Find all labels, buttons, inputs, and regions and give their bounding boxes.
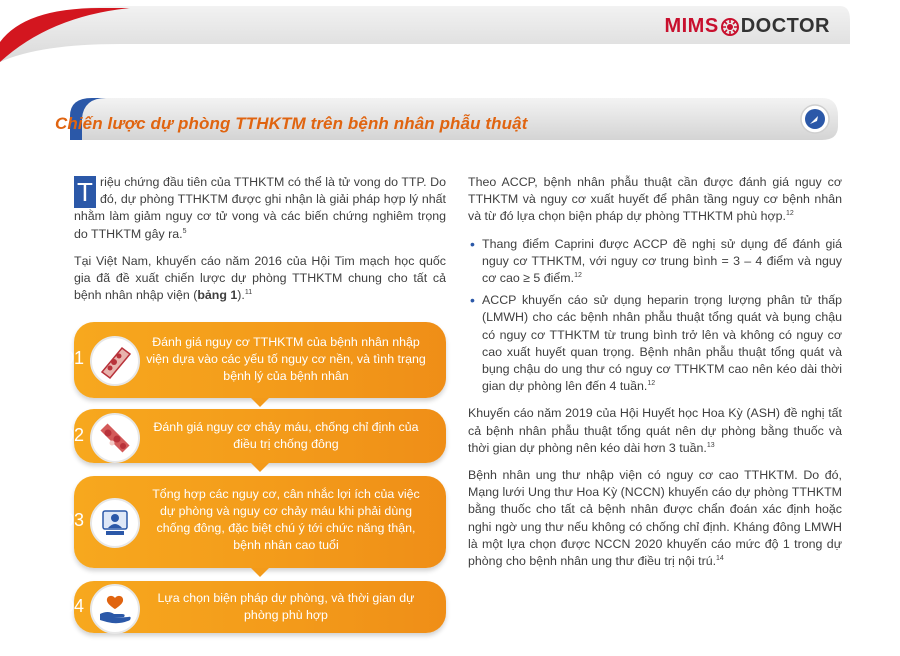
- reference-12: 12: [785, 210, 794, 218]
- bullet-item: [482, 292, 842, 395]
- accp-text: Theo ACCP, bệnh nhân phẫu thuật cần được đánh giá nguy cơ TTHKTM và nguy cơ xuất huyết để phân tầng nguy cơ bệnh nhân và từ đó lựa chọn biện pháp dự phòng TTHKTM phù hợp.: [468, 175, 842, 224]
- step-arrow: [251, 398, 269, 407]
- intro-paragraph: [74, 174, 446, 243]
- ash-text: Khuyến cáo năm 2019 của Hội Huyết học Hoa Kỳ (ASH) đề nghị tất cả bệnh nhân phẫu thuật tổng quát nên dự phòng bằng thuốc và thời gian dự phòng nên kéo dài hơn 3 tuần.: [468, 406, 842, 455]
- blood-cells-icon: [90, 413, 140, 463]
- step-arrow: [251, 463, 269, 472]
- reference-5: 5: [182, 227, 187, 235]
- step-text: Tổng hợp các nguy cơ, cân nhắc lợi ích của việc dự phòng và nguy cơ chảy máu khi phải dùng chống đông, đặc biệt chú ý tới chức năng thận, bệnh nhân cao tuổi: [152, 487, 420, 552]
- step-number: 03: [64, 510, 85, 530]
- compass-icon: [800, 104, 830, 134]
- brand-logo: [664, 15, 830, 38]
- brand-part1: MIMS: [664, 15, 719, 37]
- reference-11: 11: [244, 289, 253, 297]
- step-arrow: [251, 568, 269, 577]
- step-text: Đánh giá nguy cơ TTHKTM của bệnh nhân nhập viện dựa vào các yếu tố nguy cơ nền, và tình trạng bệnh lý của bệnh nhân: [146, 335, 426, 383]
- intro-text: riệu chứng đầu tiên của TTHKTM có thể là tử vong do TTP. Do đó, dự phòng TTHKTM được ghi nhận là giải pháp hợp lý nhất nhằm làm giảm nguy cơ tử vong và các biến chứng nghiêm trọng do TTHKTM gây ra.: [74, 175, 446, 241]
- section-title: Chiến lược dự phòng TTHKTM trên bệnh nhân phẫu thuật: [55, 114, 528, 133]
- vietnam-end: ).: [237, 288, 245, 303]
- step-3: [64, 476, 446, 568]
- accp-bullets: [468, 236, 842, 396]
- step-4: [64, 581, 446, 633]
- nccn-paragraph: [468, 467, 842, 570]
- brand-part2: DOCTOR: [740, 15, 830, 37]
- accp-paragraph: [468, 174, 842, 226]
- bullet-reference: 12: [574, 271, 582, 279]
- step-2: [64, 409, 446, 463]
- step-text: Đánh giá nguy cơ chảy máu, chống chỉ định của điều trị chống đông: [153, 420, 419, 451]
- step-number: 01: [64, 348, 85, 368]
- left-column: [74, 174, 446, 314]
- table-ref: bảng 1: [197, 288, 238, 303]
- vietnam-text: Tại Việt Nam, khuyến cáo năm 2016 của Hội Tim mạch học quốc gia đã đề xuất chiến lược dự phòng TTHKTM chung cho tất cả bệnh nhân nhập viện (: [74, 253, 446, 303]
- blood-vessel-icon: [90, 336, 140, 386]
- doctor-consult-icon: [90, 498, 140, 548]
- bullet-text: Thang điểm Caprini được ACCP đề nghị sử dụng để đánh giá nguy cơ TTHKTM, với nguy cơ trung bình = 3 – 4 điểm và nguy cơ cao ≥ 5 điểm.: [482, 236, 842, 286]
- bullet-item: [482, 236, 842, 288]
- vietnam-paragraph: [74, 253, 446, 305]
- step-1: [64, 322, 446, 398]
- drop-cap: T: [74, 176, 96, 208]
- step-text: Lựa chọn biện pháp dự phòng, và thời gian dự phòng phù hợp: [157, 591, 415, 622]
- ash-paragraph: [468, 405, 842, 457]
- nccn-text: Bệnh nhân ung thư nhập viện có nguy cơ cao TTHKTM. Do đó, Mạng lưới Ung thư Hoa Kỳ (NCCN) khuyến cáo dự phòng TTHKTM bằng thuốc cho tất cả bệnh nhân được chẩn đoán xác định hoặc nghi ngờ ung thư nếu không có chống chỉ định. Kháng đông LMWH là một lựa chọn được NCCN 2020 khuyến cáo mức độ 1 trong dự phòng cho bệnh nhân ung thư điều trị nội trú.: [468, 468, 842, 569]
- bullet-text: ACCP khuyến cáo sử dụng heparin trọng lượng phân tử thấp (LMWH) cho các bệnh nhân phẫu thuật tổng quát và bụng chậu có nguy cơ TTHKTM từ trung bình trở lên và không có nguy cơ cao xuất huyết quan trọng. Bệnh nhân phẫu thuật tổng quát và bụng chậu do ung thư có nguy cơ TTHKTM cao nên kéo dài thời gian dự phòng lên đến 4 tuần.: [482, 293, 842, 394]
- reference-13: 13: [706, 441, 715, 449]
- step-number: 02: [64, 425, 85, 445]
- right-column: [468, 174, 842, 580]
- step-number: 04: [64, 596, 85, 616]
- brand-emblem-icon: [721, 18, 739, 36]
- bullet-reference: 12: [647, 380, 656, 388]
- hand-care-icon: [90, 584, 140, 634]
- reference-14: 14: [716, 554, 724, 562]
